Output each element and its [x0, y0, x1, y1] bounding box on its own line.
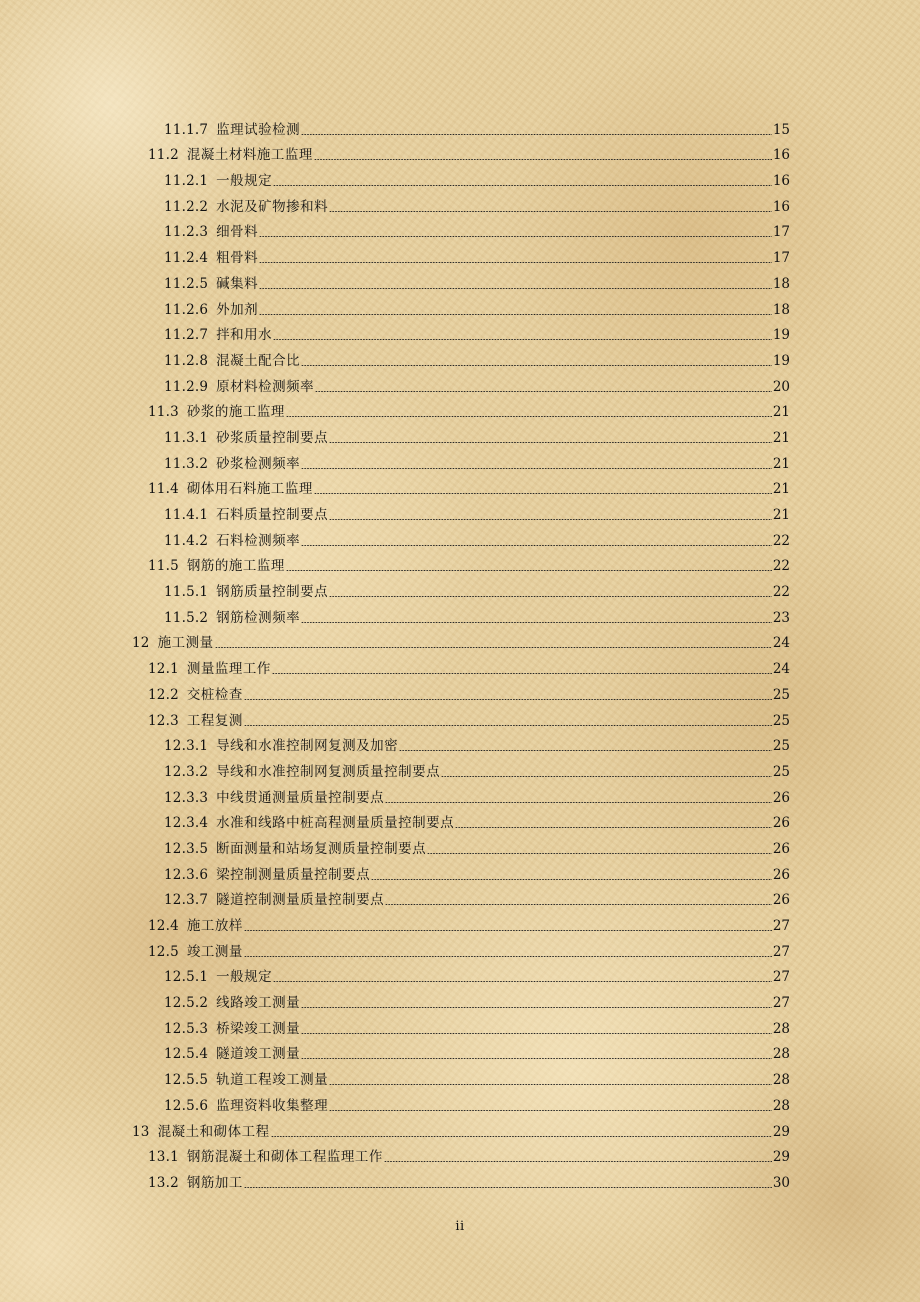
- toc-entry-number: 12.5.2: [164, 995, 209, 1012]
- toc-entry-page: 21: [772, 507, 790, 523]
- toc-entry-number: 12.1: [148, 661, 179, 678]
- toc-entry[interactable]: [132, 1037, 790, 1063]
- toc-entry-page: 18: [772, 301, 790, 318]
- toc-dot-leader: [301, 468, 772, 469]
- toc-dot-leader: [301, 1033, 772, 1034]
- toc-entry-title: 钢筋混凝土和砌体工程监理工作: [186, 1149, 383, 1166]
- toc-entry-title: 砌体用石料施工监理: [186, 481, 313, 498]
- toc-entry-title: 线路竣工测量: [216, 995, 301, 1012]
- toc-entry-number: 12.3.6: [164, 866, 209, 883]
- toc-entry-title: 砂浆的施工监理: [186, 404, 285, 421]
- toc-dot-leader: [273, 185, 772, 186]
- toc-dot-leader: [329, 519, 772, 520]
- toc-dot-leader: [301, 622, 772, 623]
- toc-entry-number: 11.1.7: [164, 121, 209, 138]
- toc-entry-page: 19: [772, 327, 790, 344]
- toc-dot-leader: [259, 288, 772, 289]
- toc-entry-number: 12.5.3: [164, 1020, 209, 1037]
- toc-entry-number: 13: [132, 1123, 150, 1140]
- toc-entry[interactable]: [132, 1011, 790, 1037]
- toc-entry-title: 碱集料: [216, 275, 259, 292]
- toc-dot-leader: [259, 236, 772, 237]
- toc-dot-leader: [329, 596, 772, 597]
- toc-entry-page: 21: [772, 404, 790, 421]
- toc-entry-title: 监理试验检测: [216, 121, 301, 138]
- toc-entry-number: 12.3.1: [164, 738, 209, 755]
- toc-dot-leader: [259, 314, 772, 315]
- toc-entry-title: 混凝土配合比: [216, 352, 301, 369]
- toc-entry[interactable]: [132, 497, 790, 523]
- toc-entry-page: 15: [772, 121, 790, 138]
- toc-entry-number: 11.4.1: [164, 507, 209, 523]
- toc-entry-number: 11.2.6: [164, 301, 209, 318]
- toc-entry-page: 21: [772, 455, 790, 472]
- toc-entry-title: 一般规定: [216, 969, 273, 986]
- toc-entry[interactable]: [132, 163, 790, 189]
- toc-dot-leader: [301, 1007, 772, 1008]
- toc-entry[interactable]: [132, 600, 790, 626]
- toc-entry-title: 施工测量: [157, 635, 214, 652]
- toc-entry-title: 砂浆质量控制要点: [216, 429, 329, 446]
- toc-entry-page: 20: [772, 378, 790, 395]
- toc-dot-leader: [329, 442, 772, 443]
- toc-dot-leader: [244, 725, 772, 726]
- toc-dot-leader: [314, 159, 772, 160]
- toc-entry-number: 12.3.4: [164, 815, 209, 832]
- toc-entry-title: 梁控制测量质量控制要点: [216, 866, 371, 883]
- toc-dot-leader: [244, 930, 772, 931]
- toc-entry[interactable]: [132, 729, 790, 755]
- toc-entry[interactable]: [132, 472, 790, 498]
- toc-dot-leader: [427, 853, 772, 854]
- toc-entry[interactable]: [132, 754, 790, 780]
- toc-entry-page: 25: [772, 686, 790, 703]
- toc-entry-page: 19: [772, 352, 790, 369]
- toc-entry-number: 12.5.1: [164, 969, 209, 986]
- toc-entry-title: 钢筋检测频率: [216, 609, 301, 626]
- toc-dot-leader: [329, 1084, 772, 1085]
- toc-entry-page: 26: [772, 815, 790, 832]
- toc-entry[interactable]: [132, 780, 790, 806]
- toc-entry-number: 11.5.1: [164, 584, 209, 601]
- toc-entry-page: 25: [772, 712, 790, 729]
- toc-dot-leader: [244, 1187, 772, 1188]
- toc-entry[interactable]: [132, 985, 790, 1011]
- toc-dot-leader: [315, 391, 772, 392]
- toc-entry-title: 石料检测频率: [216, 532, 301, 549]
- toc-entry-number: 12.3: [148, 712, 179, 729]
- toc-entry[interactable]: [132, 908, 790, 934]
- toc-entry-title: 桥梁竣工测量: [216, 1020, 301, 1037]
- toc-dot-leader: [271, 1136, 772, 1137]
- toc-entry-page: 18: [772, 275, 790, 292]
- toc-entry[interactable]: [132, 703, 790, 729]
- toc-entry-page: 17: [772, 250, 790, 267]
- toc-entry-page: 27: [772, 995, 790, 1012]
- toc-entry-title: 隧道控制测量质量控制要点: [216, 892, 385, 909]
- toc-entry[interactable]: [132, 112, 790, 138]
- toc-entry-title: 测量监理工作: [186, 661, 271, 678]
- toc-entry-title: 交桩检查: [186, 686, 243, 703]
- toc-entry[interactable]: [132, 857, 790, 883]
- toc-entry-page: 28: [772, 1020, 790, 1037]
- toc-entry-number: 11.2: [148, 147, 179, 164]
- toc-entry-number: 12.5.5: [164, 1072, 209, 1089]
- toc-entry-title: 砂浆检测频率: [216, 455, 301, 472]
- toc-entry-title: 轨道工程竣工测量: [216, 1072, 329, 1089]
- toc-entry-title: 水泥及矿物掺和料: [216, 198, 329, 215]
- toc-dot-leader: [384, 1161, 772, 1162]
- toc-dot-leader: [385, 802, 772, 803]
- toc-entry-number: 12.5: [148, 943, 179, 960]
- toc-entry-number: 11.3.1: [164, 429, 209, 446]
- toc-entry[interactable]: [132, 1114, 790, 1140]
- toc-entry-number: 11.3.2: [164, 455, 209, 472]
- toc-entry[interactable]: [132, 343, 790, 369]
- toc-entry-page: 23: [772, 609, 790, 626]
- toc-dot-leader: [314, 493, 772, 494]
- toc-entry[interactable]: [132, 395, 790, 421]
- toc-dot-leader: [301, 365, 772, 366]
- toc-entry[interactable]: [132, 240, 790, 266]
- toc-entry-page: 26: [772, 866, 790, 883]
- toc-entry[interactable]: [132, 806, 790, 832]
- toc-dot-leader: [301, 134, 772, 135]
- toc-dot-leader: [455, 827, 772, 828]
- toc-entry-page: 29: [772, 1149, 790, 1166]
- toc-entry-number: 12.3.2: [164, 763, 209, 780]
- toc-dot-leader: [371, 879, 772, 880]
- toc-entry-title: 混凝土和砌体工程: [157, 1123, 270, 1140]
- toc-entry-page: 27: [772, 969, 790, 986]
- toc-entry-title: 隧道竣工测量: [216, 1046, 301, 1063]
- toc-entry-title: 钢筋加工: [186, 1174, 243, 1191]
- toc-dot-leader: [244, 956, 772, 957]
- toc-dot-leader: [272, 673, 772, 674]
- toc-dot-leader: [286, 570, 772, 571]
- toc-entry[interactable]: [132, 574, 790, 600]
- toc-entry-page: 28: [772, 1072, 790, 1089]
- toc-entry-number: 12.4: [148, 918, 179, 934]
- toc-entry-title: 断面测量和站场复测质量控制要点: [216, 840, 427, 857]
- toc-entry-title: 石料质量控制要点: [216, 507, 329, 523]
- toc-entry-number: 13.2: [148, 1174, 179, 1191]
- toc-entry-page: 16: [772, 198, 790, 215]
- toc-entry[interactable]: [132, 189, 790, 215]
- toc-entry[interactable]: [132, 215, 790, 241]
- toc-entry-page: 26: [772, 840, 790, 857]
- toc-entry-page: 21: [772, 481, 790, 498]
- toc-dot-leader: [215, 647, 772, 648]
- toc-entry[interactable]: [132, 1165, 790, 1191]
- toc-entry[interactable]: [132, 934, 790, 960]
- toc-entry-title: 细骨料: [216, 224, 259, 241]
- toc-entry-title: 外加剂: [216, 301, 259, 318]
- toc-entry-number: 11.4: [148, 481, 179, 498]
- toc-entry-page: 24: [772, 661, 790, 678]
- toc-entry-title: 拌和用水: [216, 327, 273, 344]
- toc-entry[interactable]: [132, 831, 790, 857]
- toc-entry-title: 竣工测量: [186, 943, 243, 960]
- toc-entry-page: 24: [772, 635, 790, 652]
- toc-entry-title: 监理资料收集整理: [216, 1097, 329, 1114]
- toc-entry[interactable]: [132, 1062, 790, 1088]
- toc-entry-title: 混凝土材料施工监理: [186, 147, 313, 164]
- toc-entry-title: 原材料检测频率: [216, 378, 315, 395]
- toc-entry[interactable]: [132, 420, 790, 446]
- toc-entry-title: 工程复测: [186, 712, 243, 729]
- toc-entry-title: 施工放样: [186, 918, 243, 934]
- toc-entry-number: 11.3: [148, 404, 179, 421]
- toc-entry-number: 12.3.3: [164, 789, 209, 806]
- toc-entry-page: 16: [772, 173, 790, 190]
- toc-entry-page: 26: [772, 892, 790, 909]
- toc-entry-page: 22: [772, 558, 790, 575]
- toc-entry[interactable]: [132, 677, 790, 703]
- toc-entry-page: 29: [772, 1123, 790, 1140]
- toc-entry-number: 11.2.7: [164, 327, 209, 344]
- toc-entry-number: 11.2.5: [164, 275, 209, 292]
- toc-entry-number: 11.2.9: [164, 378, 209, 395]
- toc-dot-leader: [301, 1058, 772, 1059]
- toc-entry[interactable]: [132, 883, 790, 909]
- toc-entry-number: 12.5.4: [164, 1046, 209, 1063]
- toc-entry-number: 12.3.5: [164, 840, 209, 857]
- toc-entry-title: 钢筋的施工监理: [186, 558, 285, 575]
- toc-dot-leader: [273, 339, 772, 340]
- toc-entry[interactable]: [132, 446, 790, 472]
- toc-entry-title: 导线和水准控制网复测及加密: [216, 738, 399, 755]
- toc-entry-page: 16: [772, 147, 790, 164]
- toc-dot-leader: [301, 545, 772, 546]
- toc-entry-number: 12.2: [148, 686, 179, 703]
- toc-entry[interactable]: [132, 960, 790, 986]
- toc-dot-leader: [385, 904, 772, 905]
- toc-entry[interactable]: [132, 292, 790, 318]
- toc-entry-title: 一般规定: [216, 173, 273, 190]
- page-number: ii: [455, 1219, 465, 1234]
- toc-entry-number: 11.2.2: [164, 198, 209, 215]
- toc-entry-page: 28: [772, 1097, 790, 1114]
- toc-entry-number: 11.5.2: [164, 609, 209, 626]
- toc-entry[interactable]: [132, 138, 790, 164]
- toc-entry-page: 25: [772, 738, 790, 755]
- toc-entry-number: 11.2.1: [164, 173, 209, 190]
- toc-entry-page: 30: [772, 1174, 790, 1191]
- toc-dot-leader: [441, 776, 772, 777]
- toc-dot-leader: [244, 699, 772, 700]
- toc-entry-title: 粗骨料: [216, 250, 259, 267]
- table-of-contents: [132, 112, 790, 1191]
- toc-dot-leader: [273, 981, 772, 982]
- toc-dot-leader: [259, 262, 772, 263]
- toc-entry[interactable]: [132, 266, 790, 292]
- toc-entry-page: 26: [772, 789, 790, 806]
- toc-entry-title: 导线和水准控制网复测质量控制要点: [216, 763, 441, 780]
- toc-entry-number: 13.1: [148, 1149, 179, 1166]
- toc-entry-number: 11.2.4: [164, 250, 209, 267]
- toc-entry-number: 11.2.3: [164, 224, 209, 241]
- toc-entry-page: 22: [772, 584, 790, 601]
- toc-entry-number: 11.5: [148, 558, 179, 575]
- toc-entry-page: 22: [772, 532, 790, 549]
- toc-entry-number: 12: [132, 635, 150, 652]
- toc-entry-number: 11.2.8: [164, 352, 209, 369]
- toc-entry-number: 12.3.7: [164, 892, 209, 909]
- toc-entry[interactable]: [132, 549, 790, 575]
- toc-dot-leader: [399, 750, 772, 751]
- toc-entry-number: 11.4.2: [164, 532, 209, 549]
- toc-entry-page: 21: [772, 429, 790, 446]
- toc-entry[interactable]: [132, 369, 790, 395]
- toc-entry[interactable]: [132, 523, 790, 549]
- toc-entry-page: 17: [772, 224, 790, 241]
- toc-entry-title: 钢筋质量控制要点: [216, 584, 329, 601]
- toc-entry[interactable]: [132, 651, 790, 677]
- toc-entry[interactable]: [132, 1140, 790, 1166]
- toc-entry-page: 27: [772, 918, 790, 934]
- toc-dot-leader: [329, 211, 772, 212]
- toc-entry-page: 25: [772, 763, 790, 780]
- toc-dot-leader: [286, 416, 772, 417]
- toc-entry-title: 中线贯通测量质量控制要点: [216, 789, 385, 806]
- toc-entry-page: 28: [772, 1046, 790, 1063]
- toc-entry-title: 水准和线路中桩高程测量质量控制要点: [216, 815, 455, 832]
- toc-entry[interactable]: [132, 1088, 790, 1114]
- toc-entry[interactable]: [132, 318, 790, 344]
- toc-dot-leader: [329, 1110, 772, 1111]
- toc-entry-number: 12.5.6: [164, 1097, 209, 1114]
- toc-entry[interactable]: [132, 626, 790, 652]
- toc-entry-page: 27: [772, 943, 790, 960]
